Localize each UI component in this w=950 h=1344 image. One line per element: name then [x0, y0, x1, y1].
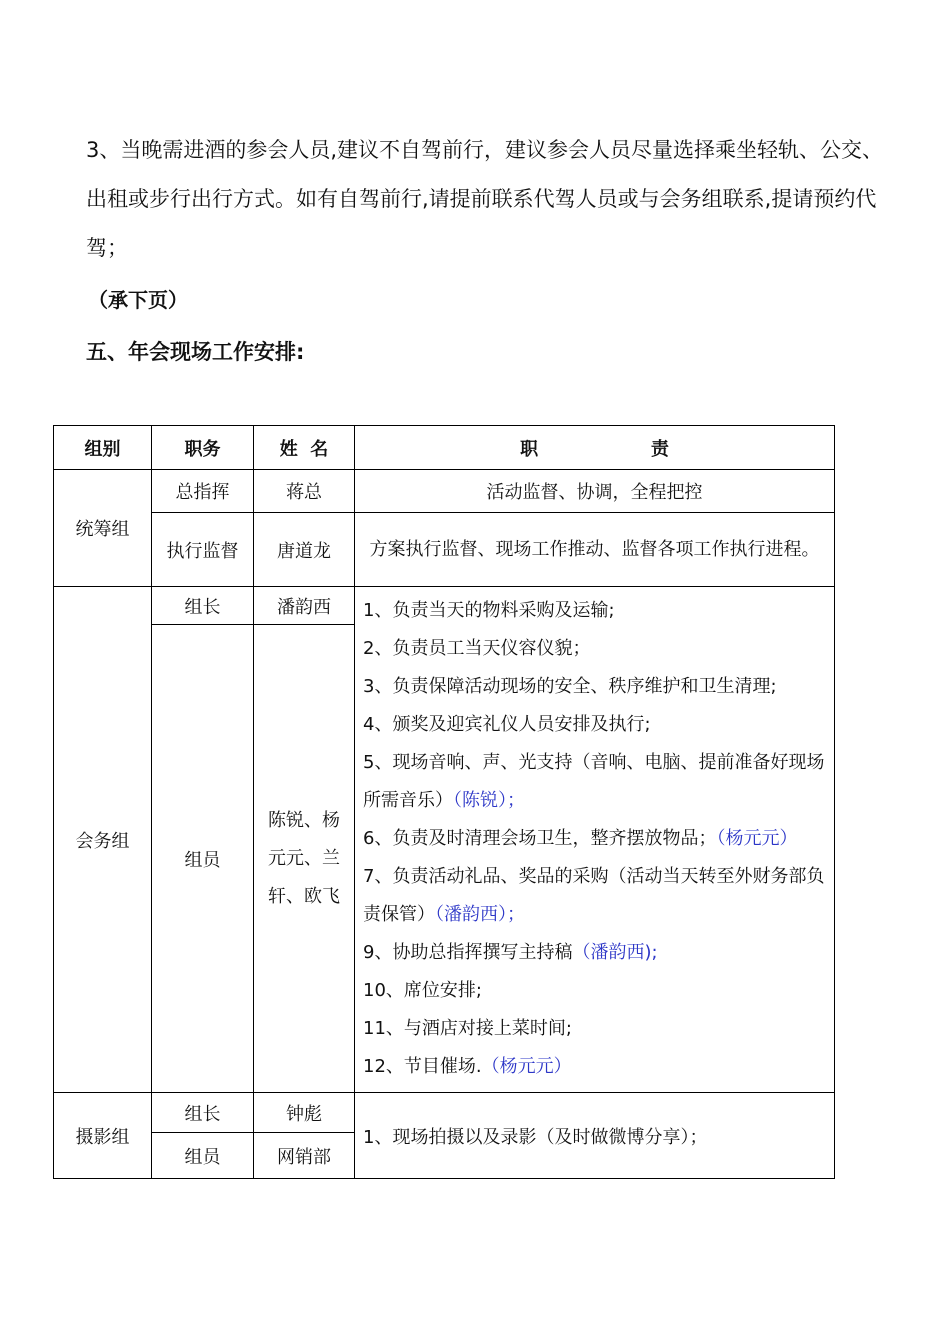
duty-owner: （潘韵西);	[572, 942, 658, 963]
duty-item: 10、席位安排;	[363, 980, 482, 1001]
duty-cell: 方案执行监督、现场工作推动、监督各项工作执行进程。	[355, 513, 835, 587]
name-cell: 潘韵西	[254, 587, 355, 625]
duty-item: 9、协助总指挥撰写主持稿（潘韵西);	[363, 942, 658, 963]
header-role: 职务	[152, 426, 254, 470]
group-photo: 摄影组	[54, 1093, 152, 1179]
role-cell: 执行监督	[152, 513, 254, 587]
duty-item: 1、负责当天的物料采购及运输;	[363, 600, 615, 621]
work-arrangement-table	[53, 425, 835, 1179]
header-group: 组别	[54, 426, 152, 470]
role-cell: 组长	[152, 1093, 254, 1133]
duty-owner: （陈锐）；	[453, 790, 525, 811]
duty-owner: （杨元元）	[716, 828, 798, 849]
duty-item: 5、现场音响、声、光支持（音响、电脑、提前准备好现场所需音乐）（陈锐）；	[363, 752, 825, 811]
group-coord: 统筹组	[54, 470, 152, 587]
name-cell: 钟彪	[254, 1093, 355, 1133]
duty-item: 7、负责活动礼品、奖品的采购（活动当天转至外财务部负责保管）（潘韵西）；	[363, 866, 825, 925]
role-cell: 总指挥	[152, 470, 254, 513]
name-cell: 蒋总	[254, 470, 355, 513]
duty-item: 4、颁奖及迎宾礼仪人员安排及执行;	[363, 714, 651, 735]
role-cell: 组长	[152, 587, 254, 625]
table-row	[54, 470, 835, 513]
intro-paragraph: 3、当晚需进酒的参会人员,建议不自驾前行，建议参会人员尽量选择乘坐轻轨、公交、出租或步行出行方式。如有自驾前行,请提前联系代驾人员或与会务组联系,提请预约代驾；	[86, 138, 884, 260]
duty-item: 2、负责员工当天仪容仪貌；	[363, 638, 591, 659]
name-cell: 陈锐、杨元元、兰轩、欧飞	[254, 625, 355, 1093]
duty-item: 12、节目催场.（杨元元）	[363, 1056, 572, 1077]
table-row	[54, 587, 835, 625]
header-name: 姓 名	[254, 426, 355, 470]
name-cell: 唐道龙	[254, 513, 355, 587]
header-duty: 职 责	[355, 426, 835, 470]
table-row	[54, 1093, 835, 1133]
group-affairs: 会务组	[54, 587, 152, 1093]
role-cell: 组员	[152, 1133, 254, 1179]
section-title: 五、年会现场工作安排:	[86, 340, 305, 364]
affairs-duties	[355, 587, 835, 1093]
duty-owner: （杨元元）	[481, 1056, 572, 1077]
duty-item: 6、负责及时清理会场卫生，整齐摆放物品；（杨元元）	[363, 828, 798, 849]
duty-cell: 1、现场拍摄以及录影（及时做微博分享）；	[355, 1093, 835, 1179]
table-row	[54, 513, 835, 587]
duty-cell: 活动监督、协调，全程把控	[355, 470, 835, 513]
duty-item: 11、与酒店对接上菜时间;	[363, 1018, 572, 1039]
table-header-row	[54, 426, 835, 470]
continued-note: （承下页）	[88, 288, 188, 312]
duty-item: 3、负责保障活动现场的安全、秩序维护和卫生清理;	[363, 676, 777, 697]
name-cell: 网销部	[254, 1133, 355, 1179]
duty-owner: （潘韵西）；	[435, 904, 525, 925]
role-cell: 组员	[152, 625, 254, 1093]
